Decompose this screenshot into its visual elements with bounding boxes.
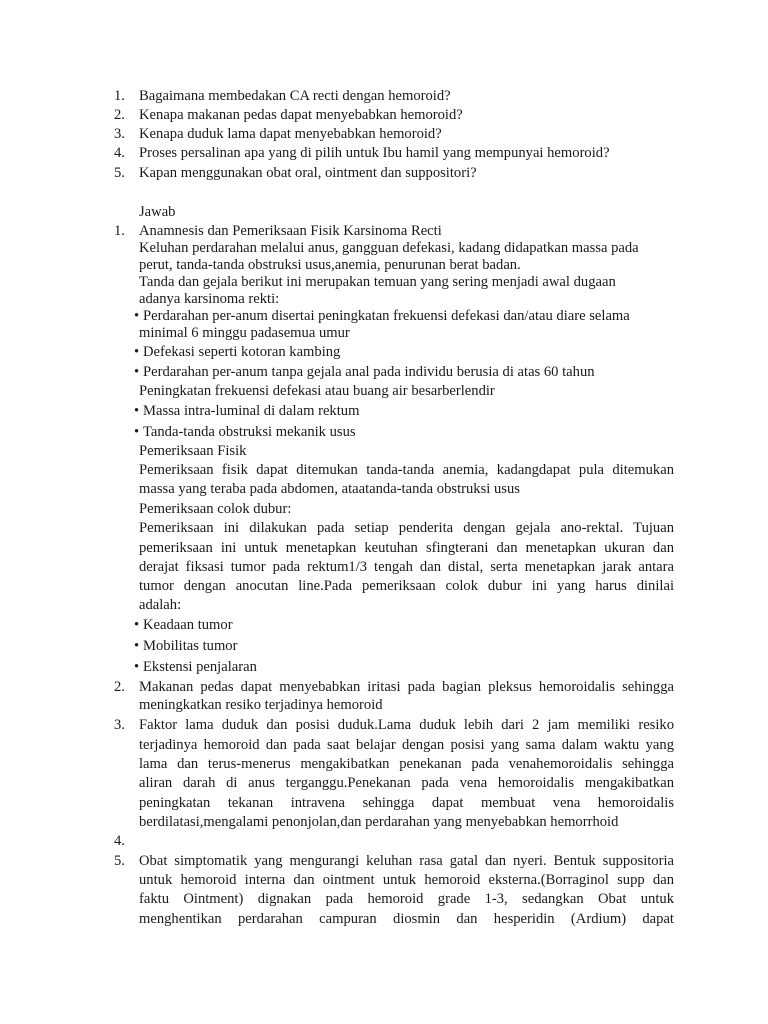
justified-line: Obat simptomatik yang mengurangi keluhan rasa gatal dan nyeri. Bentuk suppositoria [139, 853, 674, 869]
question-text: Kenapa duduk lama dapat menyebabkan hemoroid? [139, 126, 442, 142]
bullet-item [134, 404, 359, 419]
bullet-text: Tanda-tanda obstruksi mekanik usus [143, 424, 356, 440]
bullet-item [134, 309, 630, 324]
question-number: 3. [114, 126, 125, 142]
paragraph-line: Keluhan perdarahan melalui anus, gangguan defekasi, kadang didapatkan massa pada [139, 240, 639, 256]
bullet-item [134, 365, 595, 380]
bullet-icon: • [134, 638, 140, 654]
section-title: Pemeriksaan Fisik [139, 443, 247, 459]
justified-line: Makanan pedas dapat menyebabkan iritasi pada bagian pleksus hemoroidalis sehingga [139, 679, 674, 695]
answer-number: 1. [114, 223, 125, 239]
justified-line: peningkatan tekanan intravena sehingga dapat membuat vena hemoroidalis [139, 795, 674, 811]
bullet-text: Keadaan tumor [143, 617, 233, 633]
paragraph-line: meningkatkan resiko terjadinya hemoroid [139, 697, 383, 713]
bullet-icon: • [134, 617, 140, 633]
justified-line: pemeriksaan ini untuk menetapkan keutuhan sfingterani dan menetapkan ukuran dan [139, 540, 674, 556]
paragraph-line: massa yang teraba pada abdomen, ataatanda-tanda obstruksi usus [139, 481, 520, 497]
question-number: 2. [114, 107, 125, 123]
justified-line: lama dan terus-menerus mengakibatkan penekanan pada venahemoroidalis sehingga [139, 756, 674, 772]
question-number: 5. [114, 165, 125, 181]
question-number: 4. [114, 145, 125, 161]
justified-line: tumor dengan anocutan line.Pada pemeriksaan colok dubur ini yang harus dinilai [139, 578, 674, 594]
justified-line: untuk hemoroid interna dan ointment untuk hemoroid eksterna.(Borraginol supp dan [139, 872, 674, 888]
paragraph-line: perut, tanda-tanda obstruksi usus,anemia, penurunan berat badan. [139, 257, 521, 273]
bullet-item [134, 660, 257, 675]
bullet-item [134, 425, 356, 440]
bullet-text: Perdarahan per-anum tanpa gejala anal pada individu berusia di atas 60 tahun [143, 364, 595, 380]
justified-line: terjadinya hemoroid dan pada saat belajar dengan posisi yang sama dalam waktu yang [139, 737, 674, 753]
justified-line: aliran darah di anus terganggu.Penekanan pada vena hemoroidalis mengakibatkan [139, 775, 674, 791]
question-text: Kenapa makanan pedas dapat menyebabkan hemoroid? [139, 107, 463, 123]
bullet-icon: • [134, 403, 140, 419]
paragraph-line: Peningkatan frekuensi defekasi atau buang air besarberlendir [139, 383, 495, 399]
bullet-icon: • [134, 364, 140, 380]
justified-line: Pemeriksaan ini dilakukan pada setiap penderita dengan gejala ano-rektal. Tujuan [139, 520, 674, 536]
justified-line: Faktor lama duduk dan posisi duduk.Lama duduk lebih dari 2 jam memiliki resiko [139, 717, 674, 733]
bullet-text: Ekstensi penjalaran [143, 659, 257, 675]
section-title: Pemeriksaan colok dubur: [139, 501, 292, 517]
answer-number: 4. [114, 833, 125, 849]
bullet-item [134, 618, 233, 633]
question-text: Kapan menggunakan obat oral, ointment dan suppositori? [139, 165, 477, 181]
bullet-icon: • [134, 659, 140, 675]
question-number: 1. [114, 88, 125, 104]
question-text: Proses persalinan apa yang di pilih untuk Ibu hamil yang mempunyai hemoroid? [139, 145, 610, 161]
bullet-continuation: minimal 6 minggu padasemua umur [139, 325, 350, 341]
paragraph-line: Tanda dan gejala berikut ini merupakan temuan yang sering menjadi awal dugaan [139, 274, 616, 290]
bullet-item [134, 639, 237, 654]
bullet-text: Massa intra-luminal di dalam rektum [143, 403, 360, 419]
bullet-text: Mobilitas tumor [143, 638, 238, 654]
answer-number: 2. [114, 679, 125, 695]
answer-number: 5. [114, 853, 125, 869]
answer-number: 3. [114, 717, 125, 733]
justified-line: Pemeriksaan fisik dapat ditemukan tanda-tanda anemia, kadangdapat pula ditemukan [139, 462, 674, 478]
paragraph-line: adanya karsinoma rekti: [139, 291, 280, 307]
bullet-icon: • [134, 424, 140, 440]
bullet-text: Defekasi seperti kotoran kambing [143, 344, 341, 360]
bullet-text: Perdarahan per-anum disertai peningkatan frekuensi defekasi dan/atau diare selama [143, 308, 630, 324]
justified-line: menghentikan perdarahan campuran diosmin dan hesperidin (Ardium) dapat [139, 911, 674, 927]
paragraph-line: adalah: [139, 597, 182, 613]
justified-line: faktu Ointment) dignakan pada hemoroid grade 1-3, sedangkan Obat untuk [139, 891, 674, 907]
question-text: Bagaimana membedakan CA recti dengan hemoroid? [139, 88, 451, 104]
justified-line: derajat fiksasi tumor pada rektum1/3 tengah dan distal, serta menetapkan jarak antara [139, 559, 674, 575]
bullet-icon: • [134, 308, 140, 324]
answer-1-title: Anamnesis dan Pemeriksaan Fisik Karsinoma Recti [139, 223, 442, 239]
bullet-item [134, 345, 340, 360]
bullet-icon: • [134, 344, 140, 360]
paragraph-line: berdilatasi,mengalami penonjolan,dan perdarahan yang menyebabkan hemorrhoid [139, 814, 619, 830]
answers-heading: Jawab [139, 204, 176, 220]
